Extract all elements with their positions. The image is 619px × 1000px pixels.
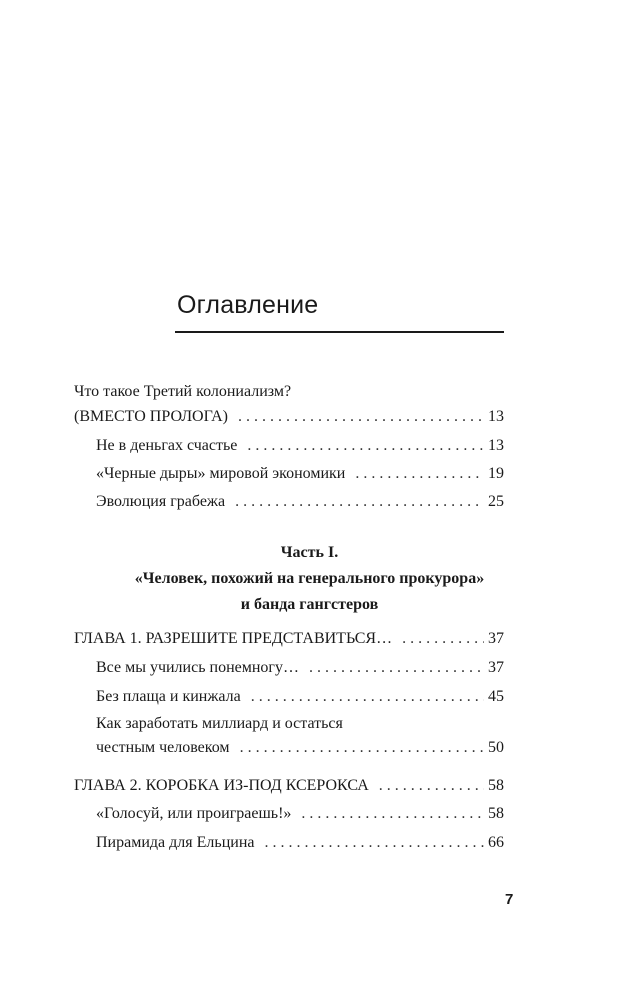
toc-entry-title: Пирамида для Ельцина xyxy=(96,834,255,851)
toc-entry-title: честным человеком xyxy=(96,739,230,756)
toc-entry-chapter2 xyxy=(74,774,504,798)
toc-entry-title: Не в деньгах счастье xyxy=(96,437,238,454)
toc-entry-title: ГЛАВА 1. РАЗРЕШИТЕ ПРЕДСТАВИТЬСЯ… xyxy=(74,630,393,647)
toc-subentry xyxy=(96,462,504,486)
toc-page-number: 58 xyxy=(488,805,504,822)
toc-entry-title: (ВМЕСТО ПРОЛОГА) xyxy=(74,408,228,425)
toc-entry-title: ГЛАВА 2. КОРОБКА ИЗ-ПОД КСЕРОКСА xyxy=(74,777,369,794)
dot-leader xyxy=(402,627,484,651)
toc-entry-title: Что такое Третий колониализм? xyxy=(74,383,292,400)
toc-page-number: 37 xyxy=(488,659,504,676)
dot-leader xyxy=(264,831,484,855)
toc-subentry xyxy=(96,685,504,709)
toc-subentry xyxy=(96,490,504,514)
toc-entry-title: Как заработать миллиард и остаться xyxy=(96,715,343,732)
toc-page-number: 66 xyxy=(488,834,504,851)
toc-entry-title: Без плаща и кинжала xyxy=(96,688,241,705)
toc-page-number: 50 xyxy=(488,739,504,756)
toc-subentry-line1 xyxy=(96,712,504,736)
toc-entry-title: Эволюция грабежа xyxy=(96,493,226,510)
toc-page-number: 25 xyxy=(488,493,504,510)
toc-page-number: 19 xyxy=(488,465,504,482)
toc-entry-chapter1 xyxy=(74,627,504,651)
toc-entry-title: Все мы учились понемногу… xyxy=(96,659,299,676)
toc-entry-title: «Голосуй, или проиграешь!» xyxy=(96,805,292,822)
dot-leader xyxy=(238,405,484,429)
toc-page-number: 13 xyxy=(488,408,504,425)
toc-subentry xyxy=(96,434,504,458)
toc-subentry xyxy=(96,736,504,760)
page-number: 7 xyxy=(505,891,514,908)
dot-leader xyxy=(301,802,484,826)
dot-leader xyxy=(240,736,484,760)
toc-subentry xyxy=(96,831,504,855)
toc-page-number: 45 xyxy=(488,688,504,705)
dot-leader xyxy=(379,774,484,798)
part-heading-line2: «Человек, похожий на генерального прокурора» xyxy=(134,570,485,587)
toc-entry-prologue xyxy=(74,405,504,429)
toc-entry-title: «Черные дыры» мировой экономики xyxy=(96,465,346,482)
dot-leader xyxy=(355,462,484,486)
dot-leader xyxy=(251,685,484,709)
dot-leader xyxy=(309,656,484,680)
toc-heading: Оглавление xyxy=(177,291,319,319)
part-heading-line3: и банда гангстеров xyxy=(240,596,379,613)
toc-page-number: 37 xyxy=(488,630,504,647)
dot-leader xyxy=(247,434,484,458)
toc-page-number: 13 xyxy=(488,437,504,454)
heading-rule xyxy=(175,331,504,333)
toc-subentry xyxy=(96,656,504,680)
toc-page-number: 58 xyxy=(488,777,504,794)
part-heading-line1: Часть I. xyxy=(280,544,339,561)
toc-subentry xyxy=(96,802,504,826)
dot-leader xyxy=(235,490,484,514)
toc-entry-prologue-line1 xyxy=(74,380,504,404)
